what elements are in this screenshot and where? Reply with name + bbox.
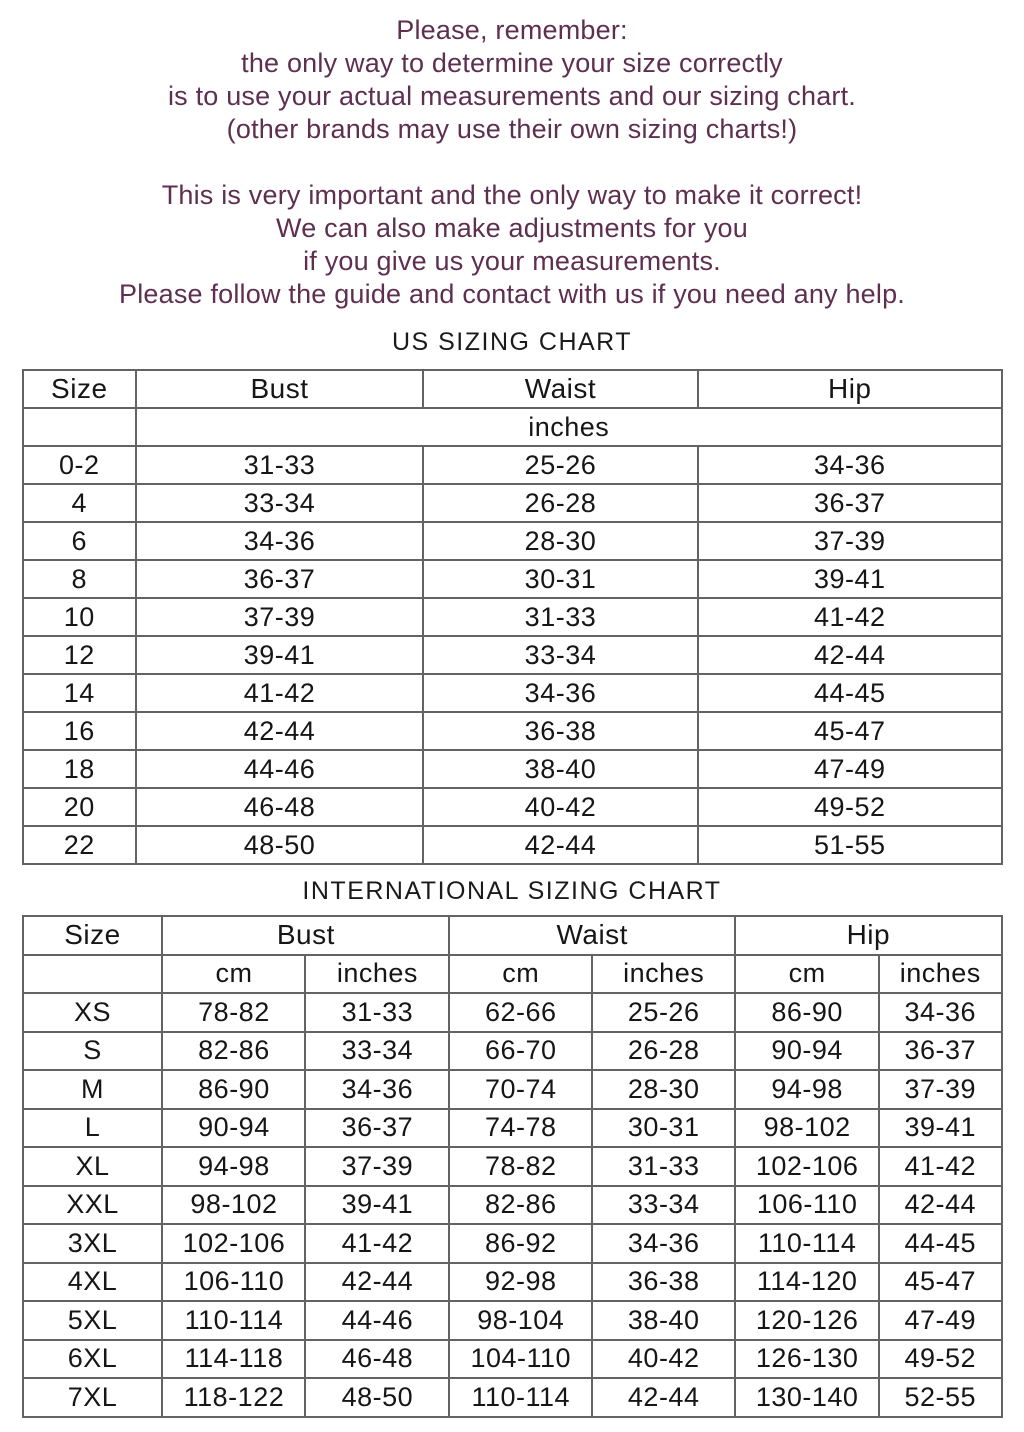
unit-label-waist-inches: inches [592, 955, 735, 994]
value-cell: 126-130 [735, 1340, 879, 1379]
size-cell: 6XL [23, 1340, 163, 1379]
value-cell: 94-98 [735, 1070, 879, 1109]
value-cell: 104-110 [449, 1340, 592, 1379]
value-cell: 37-39 [305, 1147, 449, 1186]
value-cell: 39-41 [136, 636, 423, 674]
value-cell: 37-39 [136, 598, 423, 636]
value-cell: 78-82 [162, 993, 305, 1032]
value-cell: 36-38 [423, 712, 698, 750]
text-line: Please, remember: [396, 15, 628, 45]
text-line: the only way to determine your size correctly [241, 48, 783, 78]
value-cell: 42-44 [698, 636, 1002, 674]
value-cell: 36-38 [592, 1263, 735, 1302]
size-cell: 6 [23, 522, 137, 560]
intro-paragraph-2 [0, 179, 1024, 311]
value-cell: 33-34 [423, 636, 698, 674]
value-cell: 49-52 [698, 788, 1002, 826]
value-cell: 90-94 [162, 1109, 305, 1148]
value-cell: 31-33 [136, 446, 423, 484]
value-cell: 37-39 [698, 522, 1002, 560]
column-header-size: Size [23, 370, 137, 408]
table-row [23, 1070, 1002, 1109]
value-cell: 31-33 [423, 598, 698, 636]
empty-cell [23, 955, 163, 994]
value-cell: 98-102 [162, 1186, 305, 1225]
value-cell: 44-46 [305, 1301, 449, 1340]
value-cell: 130-140 [735, 1378, 879, 1417]
value-cell: 51-55 [698, 826, 1002, 864]
column-header-hip: Hip [735, 916, 1001, 955]
column-header-bust: Bust [162, 916, 449, 955]
intl-header-row [23, 916, 1002, 955]
value-cell: 36-37 [698, 484, 1002, 522]
text-line: is to use your actual measurements and our sizing chart. [167, 81, 857, 111]
value-cell: 38-40 [423, 750, 698, 788]
size-cell: 5XL [23, 1301, 163, 1340]
table-row [23, 1224, 1002, 1263]
us-chart-title: US SIZING CHART [391, 328, 633, 356]
table-row [23, 636, 1002, 674]
value-cell: 36-37 [879, 1032, 1001, 1071]
table-row [23, 1032, 1002, 1071]
intl-table-body [23, 993, 1002, 1417]
size-cell: M [23, 1070, 163, 1109]
size-cell: 16 [23, 712, 137, 750]
value-cell: 25-26 [592, 993, 735, 1032]
column-header-hip: Hip [698, 370, 1002, 408]
value-cell: 44-45 [879, 1224, 1001, 1263]
table-row [23, 1340, 1002, 1379]
value-cell: 40-42 [592, 1340, 735, 1379]
value-cell: 36-37 [305, 1109, 449, 1148]
value-cell: 34-36 [592, 1224, 735, 1263]
value-cell: 45-47 [698, 712, 1002, 750]
value-cell: 34-36 [879, 993, 1001, 1032]
value-cell: 110-114 [449, 1378, 592, 1417]
value-cell: 39-41 [305, 1186, 449, 1225]
value-cell: 42-44 [592, 1378, 735, 1417]
column-header-bust: Bust [136, 370, 423, 408]
table-row [23, 522, 1002, 560]
value-cell: 36-37 [136, 560, 423, 598]
us-header-row [23, 370, 1002, 408]
size-cell: XL [23, 1147, 163, 1186]
unit-label-bust-cm: cm [162, 955, 305, 994]
size-cell: 12 [23, 636, 137, 674]
value-cell: 94-98 [162, 1147, 305, 1186]
us-table-body [23, 446, 1002, 864]
value-cell: 86-90 [162, 1070, 305, 1109]
value-cell: 92-98 [449, 1263, 592, 1302]
column-header-waist: Waist [449, 916, 735, 955]
value-cell: 70-74 [449, 1070, 592, 1109]
value-cell: 42-44 [879, 1186, 1001, 1225]
table-row [23, 1263, 1002, 1302]
value-cell: 39-41 [698, 560, 1002, 598]
value-cell: 34-36 [698, 446, 1002, 484]
size-cell: 10 [23, 598, 137, 636]
value-cell: 37-39 [879, 1070, 1001, 1109]
value-cell: 31-33 [305, 993, 449, 1032]
table-row [23, 1378, 1002, 1417]
unit-label-hip-inches: inches [879, 955, 1001, 994]
size-cell: 0-2 [23, 446, 137, 484]
value-cell: 41-42 [879, 1147, 1001, 1186]
empty-cell [23, 408, 137, 446]
value-cell: 48-50 [136, 826, 423, 864]
value-cell: 82-86 [162, 1032, 305, 1071]
value-cell: 42-44 [136, 712, 423, 750]
value-cell: 26-28 [592, 1032, 735, 1071]
text-line: We can also make adjustments for you [276, 213, 748, 243]
value-cell: 26-28 [423, 484, 698, 522]
table-row [23, 674, 1002, 712]
value-cell: 33-34 [136, 484, 423, 522]
us-sizing-table [22, 369, 1003, 865]
size-cell: 20 [23, 788, 137, 826]
table-row [23, 446, 1002, 484]
intro-text [0, 0, 1024, 311]
value-cell: 52-55 [879, 1378, 1001, 1417]
value-cell: 25-26 [423, 446, 698, 484]
size-cell: 14 [23, 674, 137, 712]
value-cell: 28-30 [423, 522, 698, 560]
unit-label-hip-cm: cm [735, 955, 879, 994]
table-row [23, 712, 1002, 750]
unit-label-inches: inches [136, 408, 1001, 446]
value-cell: 45-47 [879, 1263, 1001, 1302]
value-cell: 34-36 [423, 674, 698, 712]
table-row [23, 1301, 1002, 1340]
column-header-waist: Waist [423, 370, 698, 408]
intl-sizing-table [22, 915, 1003, 1418]
value-cell: 30-31 [592, 1109, 735, 1148]
value-cell: 82-86 [449, 1186, 592, 1225]
table-row [23, 560, 1002, 598]
value-cell: 48-50 [305, 1378, 449, 1417]
value-cell: 86-90 [735, 993, 879, 1032]
value-cell: 86-92 [449, 1224, 592, 1263]
value-cell: 39-41 [879, 1109, 1001, 1148]
table-row [23, 598, 1002, 636]
text-line: (other brands may use their own sizing charts!) [226, 114, 798, 144]
value-cell: 106-110 [162, 1263, 305, 1302]
size-cell: 4XL [23, 1263, 163, 1302]
value-cell: 31-33 [592, 1147, 735, 1186]
value-cell: 62-66 [449, 993, 592, 1032]
table-row [23, 1147, 1002, 1186]
value-cell: 42-44 [305, 1263, 449, 1302]
text-line: if you give us your measurements. [303, 246, 721, 276]
value-cell: 118-122 [162, 1378, 305, 1417]
table-row [23, 1186, 1002, 1225]
size-cell: 8 [23, 560, 137, 598]
value-cell: 120-126 [735, 1301, 879, 1340]
value-cell: 41-42 [698, 598, 1002, 636]
value-cell: 66-70 [449, 1032, 592, 1071]
value-cell: 28-30 [592, 1070, 735, 1109]
value-cell: 33-34 [305, 1032, 449, 1071]
table-row [23, 1109, 1002, 1148]
value-cell: 34-36 [305, 1070, 449, 1109]
size-cell: S [23, 1032, 163, 1071]
table-row [23, 993, 1002, 1032]
value-cell: 110-114 [735, 1224, 879, 1263]
size-cell: 18 [23, 750, 137, 788]
value-cell: 90-94 [735, 1032, 879, 1071]
intl-chart-title: INTERNATIONAL SIZING CHART [302, 877, 722, 905]
value-cell: 49-52 [879, 1340, 1001, 1379]
intl-unit-row [23, 955, 1002, 994]
value-cell: 47-49 [698, 750, 1002, 788]
value-cell: 42-44 [423, 826, 698, 864]
value-cell: 38-40 [592, 1301, 735, 1340]
intro-paragraph-1 [0, 14, 1024, 146]
value-cell: 46-48 [136, 788, 423, 826]
size-cell: 3XL [23, 1224, 163, 1263]
table-row [23, 750, 1002, 788]
value-cell: 114-118 [162, 1340, 305, 1379]
value-cell: 47-49 [879, 1301, 1001, 1340]
unit-label-bust-inches: inches [305, 955, 449, 994]
table-row [23, 826, 1002, 864]
value-cell: 98-104 [449, 1301, 592, 1340]
us-unit-row [23, 408, 1002, 446]
size-cell: XXL [23, 1186, 163, 1225]
value-cell: 44-45 [698, 674, 1002, 712]
table-row [23, 484, 1002, 522]
value-cell: 41-42 [305, 1224, 449, 1263]
value-cell: 41-42 [136, 674, 423, 712]
text-line: Please follow the guide and contact with us if you need any help. [118, 279, 905, 309]
size-cell: 22 [23, 826, 137, 864]
value-cell: 46-48 [305, 1340, 449, 1379]
value-cell: 34-36 [136, 522, 423, 560]
size-cell: L [23, 1109, 163, 1148]
text-line: This is very important and the only way to make it correct! [161, 180, 863, 210]
value-cell: 40-42 [423, 788, 698, 826]
value-cell: 33-34 [592, 1186, 735, 1225]
size-cell: XS [23, 993, 163, 1032]
value-cell: 44-46 [136, 750, 423, 788]
value-cell: 30-31 [423, 560, 698, 598]
unit-label-waist-cm: cm [449, 955, 592, 994]
value-cell: 102-106 [162, 1224, 305, 1263]
value-cell: 74-78 [449, 1109, 592, 1148]
value-cell: 102-106 [735, 1147, 879, 1186]
value-cell: 106-110 [735, 1186, 879, 1225]
value-cell: 114-120 [735, 1263, 879, 1302]
column-header-size: Size [23, 916, 163, 955]
value-cell: 110-114 [162, 1301, 305, 1340]
size-cell: 7XL [23, 1378, 163, 1417]
value-cell: 98-102 [735, 1109, 879, 1148]
value-cell: 78-82 [449, 1147, 592, 1186]
table-row [23, 788, 1002, 826]
size-cell: 4 [23, 484, 137, 522]
